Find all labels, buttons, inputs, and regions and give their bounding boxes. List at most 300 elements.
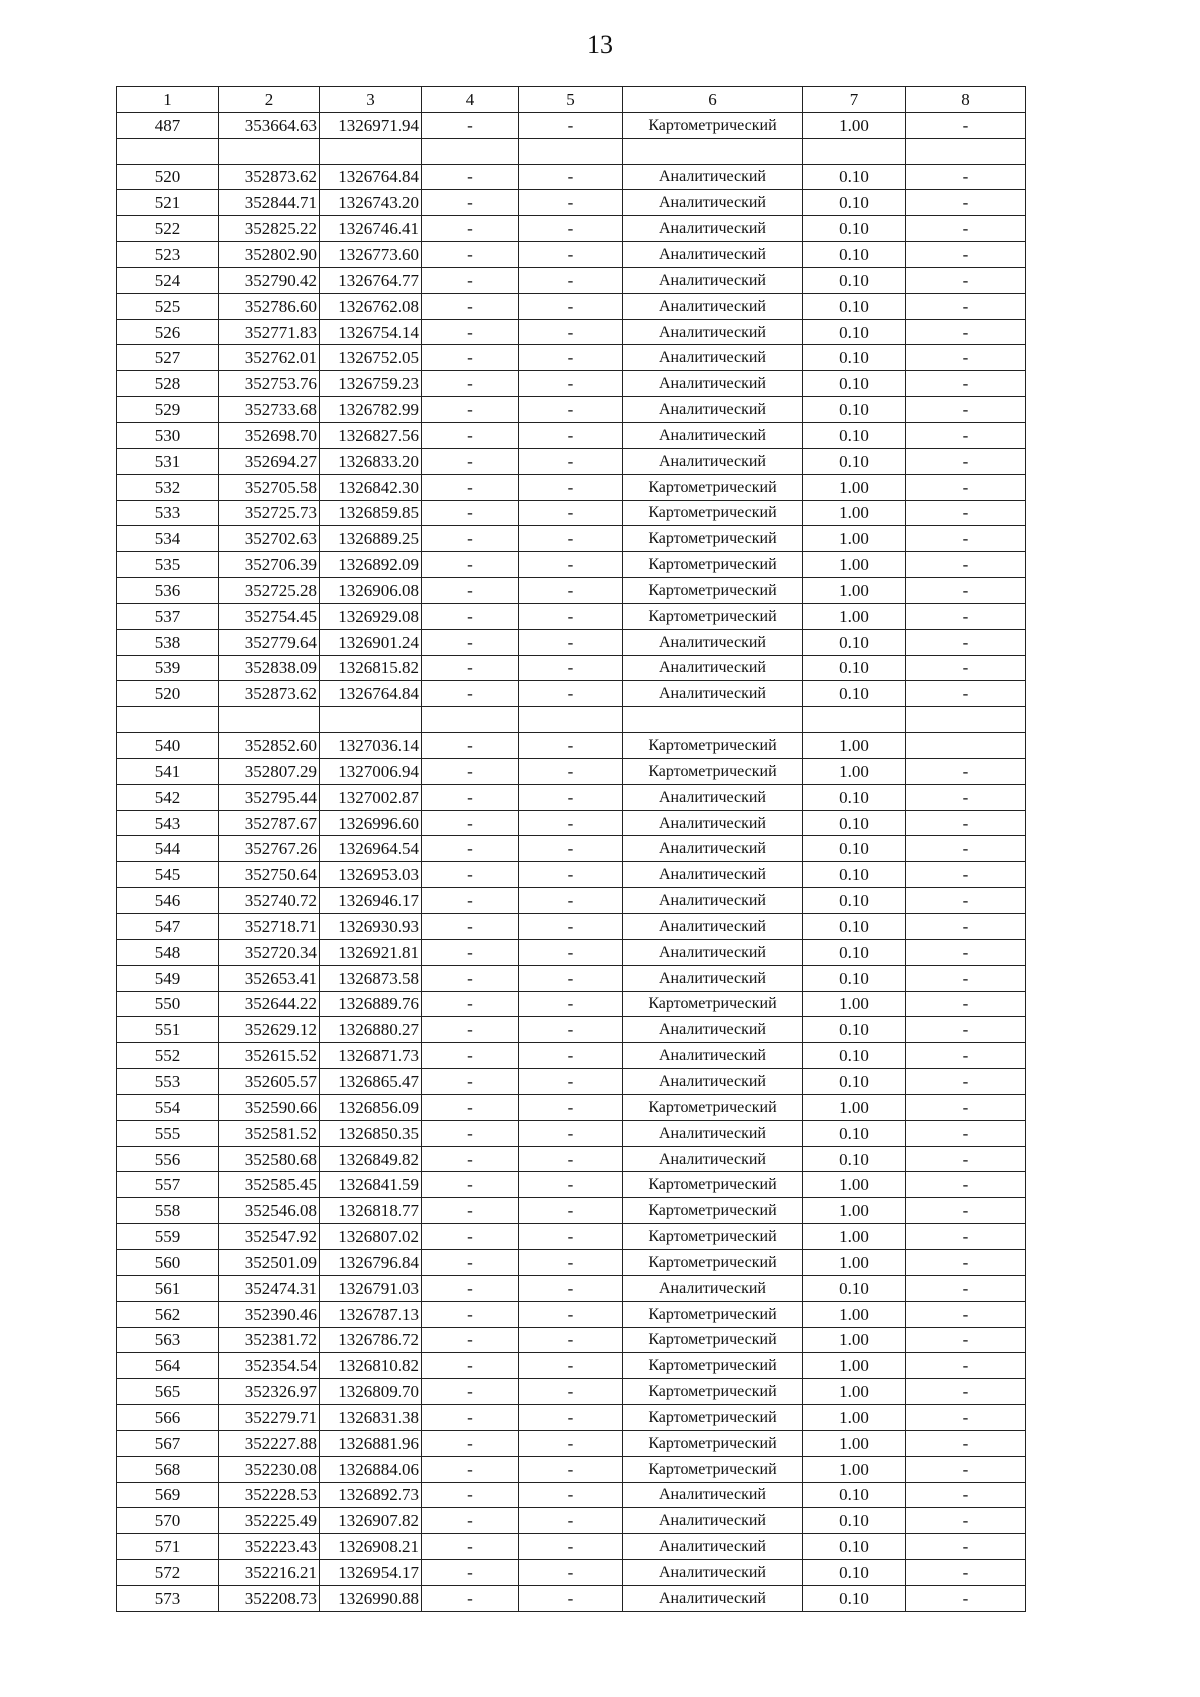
method-cell: Картометрический (623, 526, 803, 552)
table-row (117, 914, 1026, 940)
col4-cell: - (422, 1327, 519, 1353)
col5-cell: - (519, 1482, 623, 1508)
col5-cell: - (519, 1327, 623, 1353)
col8-cell: - (906, 1249, 1026, 1275)
method-cell: Аналитический (623, 267, 803, 293)
col4-cell: - (422, 914, 519, 940)
y-coordinate-cell: 1326773.60 (320, 242, 422, 268)
point-number-cell: 546 (117, 888, 219, 914)
col4-cell: - (422, 526, 519, 552)
col4-cell: - (422, 991, 519, 1017)
table-row (117, 1301, 1026, 1327)
col4-cell: - (422, 1017, 519, 1043)
point-number-cell: 562 (117, 1301, 219, 1327)
table-row (117, 1405, 1026, 1431)
col5-cell: - (519, 1275, 623, 1301)
col5-cell: - (519, 190, 623, 216)
table-row (117, 888, 1026, 914)
x-coordinate-cell: 352807.29 (219, 758, 320, 784)
accuracy-cell: 0.10 (803, 862, 906, 888)
column-header: 4 (422, 87, 519, 113)
method-cell: Картометрический (623, 991, 803, 1017)
col5-cell: - (519, 681, 623, 707)
col8-cell: - (906, 836, 1026, 862)
col8-cell: - (906, 474, 1026, 500)
accuracy-cell: 0.10 (803, 267, 906, 293)
table-row (117, 267, 1026, 293)
method-cell (623, 138, 803, 164)
method-cell: Аналитический (623, 1508, 803, 1534)
method-cell: Аналитический (623, 1146, 803, 1172)
point-number-cell (117, 138, 219, 164)
accuracy-cell: 1.00 (803, 1379, 906, 1405)
accuracy-cell: 1.00 (803, 552, 906, 578)
method-cell: Картометрический (623, 1405, 803, 1431)
y-coordinate-cell: 1326791.03 (320, 1275, 422, 1301)
x-coordinate-cell: 352740.72 (219, 888, 320, 914)
x-coordinate-cell: 352474.31 (219, 1275, 320, 1301)
x-coordinate-cell: 352771.83 (219, 319, 320, 345)
col5-cell: - (519, 1301, 623, 1327)
column-header: 6 (623, 87, 803, 113)
x-coordinate-cell: 352694.27 (219, 448, 320, 474)
col5-cell: - (519, 862, 623, 888)
y-coordinate-cell: 1326889.76 (320, 991, 422, 1017)
col8-cell: - (906, 1017, 1026, 1043)
accuracy-cell: 1.00 (803, 1094, 906, 1120)
x-coordinate-cell: 352725.73 (219, 500, 320, 526)
accuracy-cell: 0.10 (803, 345, 906, 371)
col5-cell: - (519, 1146, 623, 1172)
col8-cell: - (906, 1585, 1026, 1611)
x-coordinate-cell: 352279.71 (219, 1405, 320, 1431)
x-coordinate-cell: 352653.41 (219, 965, 320, 991)
col5-cell: - (519, 965, 623, 991)
point-number-cell: 552 (117, 1043, 219, 1069)
x-coordinate-cell: 352605.57 (219, 1069, 320, 1095)
accuracy-cell: 0.10 (803, 371, 906, 397)
y-coordinate-cell: 1327002.87 (320, 784, 422, 810)
method-cell: Аналитический (623, 448, 803, 474)
x-coordinate-cell: 352216.21 (219, 1560, 320, 1586)
col5-cell: - (519, 1405, 623, 1431)
col4-cell: - (422, 345, 519, 371)
col8-cell: - (906, 1043, 1026, 1069)
x-coordinate-cell: 352802.90 (219, 242, 320, 268)
method-cell: Аналитический (623, 190, 803, 216)
x-coordinate-cell: 352501.09 (219, 1249, 320, 1275)
point-number-cell: 524 (117, 267, 219, 293)
col5-cell: - (519, 1456, 623, 1482)
accuracy-cell: 0.10 (803, 914, 906, 940)
point-number-cell: 550 (117, 991, 219, 1017)
y-coordinate-cell: 1326901.24 (320, 629, 422, 655)
col4-cell: - (422, 888, 519, 914)
col8-cell: - (906, 1430, 1026, 1456)
x-coordinate-cell: 352754.45 (219, 603, 320, 629)
table-row (117, 836, 1026, 862)
accuracy-cell: 0.10 (803, 1585, 906, 1611)
table-row (117, 603, 1026, 629)
col4-cell: - (422, 681, 519, 707)
col8-cell (906, 733, 1026, 759)
accuracy-cell (803, 138, 906, 164)
method-cell: Картометрический (623, 1456, 803, 1482)
col8-cell: - (906, 1172, 1026, 1198)
y-coordinate-cell: 1326849.82 (320, 1146, 422, 1172)
y-coordinate-cell: 1327006.94 (320, 758, 422, 784)
table-row (117, 422, 1026, 448)
col5-cell: - (519, 939, 623, 965)
method-cell: Аналитический (623, 164, 803, 190)
y-coordinate-cell: 1326907.82 (320, 1508, 422, 1534)
y-coordinate-cell: 1326841.59 (320, 1172, 422, 1198)
point-number-cell: 525 (117, 293, 219, 319)
table-row (117, 1198, 1026, 1224)
method-cell: Картометрический (623, 112, 803, 138)
col8-cell: - (906, 1327, 1026, 1353)
x-coordinate-cell: 352547.92 (219, 1224, 320, 1250)
y-coordinate-cell: 1326743.20 (320, 190, 422, 216)
col5-cell: - (519, 1353, 623, 1379)
col4-cell: - (422, 1043, 519, 1069)
y-coordinate-cell: 1326884.06 (320, 1456, 422, 1482)
table-row (117, 965, 1026, 991)
table-row (117, 526, 1026, 552)
col5-cell: - (519, 1069, 623, 1095)
col5-cell: - (519, 758, 623, 784)
x-coordinate-cell: 352787.67 (219, 810, 320, 836)
y-coordinate-cell: 1326892.09 (320, 552, 422, 578)
x-coordinate-cell: 353664.63 (219, 112, 320, 138)
col8-cell: - (906, 1120, 1026, 1146)
x-coordinate-cell: 352873.62 (219, 681, 320, 707)
col8-cell: - (906, 500, 1026, 526)
col4-cell: - (422, 1508, 519, 1534)
col8-cell: - (906, 1379, 1026, 1405)
method-cell: Аналитический (623, 888, 803, 914)
x-coordinate-cell: 352779.64 (219, 629, 320, 655)
method-cell: Картометрический (623, 1353, 803, 1379)
col4-cell: - (422, 733, 519, 759)
col5-cell: - (519, 474, 623, 500)
table-row (117, 1585, 1026, 1611)
accuracy-cell: 0.10 (803, 448, 906, 474)
col4-cell: - (422, 603, 519, 629)
table-row (117, 1353, 1026, 1379)
table-row (117, 1534, 1026, 1560)
y-coordinate-cell: 1326764.84 (320, 681, 422, 707)
method-cell: Картометрический (623, 474, 803, 500)
accuracy-cell: 0.10 (803, 1560, 906, 1586)
y-coordinate-cell (320, 138, 422, 164)
point-number-cell: 571 (117, 1534, 219, 1560)
table-row (117, 578, 1026, 604)
table-row (117, 939, 1026, 965)
point-number-cell: 572 (117, 1560, 219, 1586)
col4-cell (422, 707, 519, 733)
accuracy-cell (803, 707, 906, 733)
table-row (117, 319, 1026, 345)
table-row (117, 991, 1026, 1017)
point-number-cell: 561 (117, 1275, 219, 1301)
y-coordinate-cell: 1326831.38 (320, 1405, 422, 1431)
col4-cell: - (422, 1456, 519, 1482)
y-coordinate-cell: 1326818.77 (320, 1198, 422, 1224)
y-coordinate-cell: 1326754.14 (320, 319, 422, 345)
x-coordinate-cell: 352381.72 (219, 1327, 320, 1353)
y-coordinate-cell: 1326930.93 (320, 914, 422, 940)
method-cell: Аналитический (623, 655, 803, 681)
col8-cell (906, 707, 1026, 733)
accuracy-cell: 1.00 (803, 1249, 906, 1275)
col5-cell: - (519, 629, 623, 655)
x-coordinate-cell: 352838.09 (219, 655, 320, 681)
table-row (117, 397, 1026, 423)
header-row (117, 87, 1026, 113)
point-number-cell: 530 (117, 422, 219, 448)
point-number-cell: 523 (117, 242, 219, 268)
col5-cell: - (519, 1534, 623, 1560)
table-row (117, 810, 1026, 836)
col4-cell: - (422, 397, 519, 423)
y-coordinate-cell: 1326953.03 (320, 862, 422, 888)
x-coordinate-cell: 352581.52 (219, 1120, 320, 1146)
method-cell: Картометрический (623, 1224, 803, 1250)
method-cell: Аналитический (623, 293, 803, 319)
col5-cell: - (519, 1508, 623, 1534)
x-coordinate-cell: 352762.01 (219, 345, 320, 371)
col4-cell: - (422, 1069, 519, 1095)
x-coordinate-cell: 352227.88 (219, 1430, 320, 1456)
table-row (117, 1043, 1026, 1069)
table-row (117, 1327, 1026, 1353)
point-number-cell: 522 (117, 216, 219, 242)
col4-cell: - (422, 1172, 519, 1198)
col8-cell: - (906, 810, 1026, 836)
method-cell: Картометрический (623, 1379, 803, 1405)
col5-cell: - (519, 216, 623, 242)
col4-cell: - (422, 578, 519, 604)
accuracy-cell: 1.00 (803, 1456, 906, 1482)
table-row (117, 474, 1026, 500)
col8-cell: - (906, 1301, 1026, 1327)
point-number-cell: 563 (117, 1327, 219, 1353)
y-coordinate-cell: 1326889.25 (320, 526, 422, 552)
table-row (117, 1017, 1026, 1043)
col5-cell: - (519, 319, 623, 345)
method-cell: Картометрический (623, 552, 803, 578)
accuracy-cell: 0.10 (803, 836, 906, 862)
table-row (117, 1249, 1026, 1275)
accuracy-cell: 1.00 (803, 500, 906, 526)
x-coordinate-cell: 352718.71 (219, 914, 320, 940)
col4-cell: - (422, 1585, 519, 1611)
method-cell: Аналитический (623, 629, 803, 655)
method-cell: Картометрический (623, 1198, 803, 1224)
y-coordinate-cell: 1326881.96 (320, 1430, 422, 1456)
col8-cell: - (906, 784, 1026, 810)
accuracy-cell: 1.00 (803, 758, 906, 784)
x-coordinate-cell: 352720.34 (219, 939, 320, 965)
col4-cell: - (422, 758, 519, 784)
x-coordinate-cell: 352795.44 (219, 784, 320, 810)
point-number-cell: 544 (117, 836, 219, 862)
point-number-cell: 573 (117, 1585, 219, 1611)
column-header: 3 (320, 87, 422, 113)
table-row (117, 1379, 1026, 1405)
x-coordinate-cell: 352844.71 (219, 190, 320, 216)
col4-cell: - (422, 267, 519, 293)
col8-cell: - (906, 1405, 1026, 1431)
column-header: 2 (219, 87, 320, 113)
col5-cell: - (519, 552, 623, 578)
table-row (117, 1508, 1026, 1534)
table-row (117, 1146, 1026, 1172)
col5-cell: - (519, 1043, 623, 1069)
table-row (117, 629, 1026, 655)
col4-cell: - (422, 164, 519, 190)
y-coordinate-cell: 1326906.08 (320, 578, 422, 604)
y-coordinate-cell: 1326929.08 (320, 603, 422, 629)
col8-cell: - (906, 991, 1026, 1017)
col4-cell: - (422, 1198, 519, 1224)
method-cell: Аналитический (623, 965, 803, 991)
accuracy-cell: 0.10 (803, 1017, 906, 1043)
x-coordinate-cell: 352767.26 (219, 836, 320, 862)
point-number-cell: 487 (117, 112, 219, 138)
y-coordinate-cell: 1326871.73 (320, 1043, 422, 1069)
col5-cell: - (519, 1172, 623, 1198)
accuracy-cell: 0.10 (803, 190, 906, 216)
col4-cell: - (422, 1560, 519, 1586)
col5-cell: - (519, 526, 623, 552)
method-cell: Аналитический (623, 1534, 803, 1560)
y-coordinate-cell: 1326908.21 (320, 1534, 422, 1560)
accuracy-cell: 0.10 (803, 397, 906, 423)
table-row (117, 862, 1026, 888)
blank-row (117, 707, 1026, 733)
col8-cell: - (906, 371, 1026, 397)
col8-cell: - (906, 319, 1026, 345)
y-coordinate-cell: 1326782.99 (320, 397, 422, 423)
accuracy-cell: 0.10 (803, 1043, 906, 1069)
table-row (117, 242, 1026, 268)
y-coordinate-cell: 1326865.47 (320, 1069, 422, 1095)
method-cell: Картометрический (623, 578, 803, 604)
accuracy-cell: 0.10 (803, 1069, 906, 1095)
col8-cell: - (906, 1198, 1026, 1224)
col8-cell: - (906, 1508, 1026, 1534)
point-number-cell: 537 (117, 603, 219, 629)
col4-cell: - (422, 1353, 519, 1379)
x-coordinate-cell: 352585.45 (219, 1172, 320, 1198)
col5-cell: - (519, 733, 623, 759)
col4-cell: - (422, 190, 519, 216)
x-coordinate-cell: 352326.97 (219, 1379, 320, 1405)
x-coordinate-cell: 352590.66 (219, 1094, 320, 1120)
table-row (117, 371, 1026, 397)
x-coordinate-cell: 352228.53 (219, 1482, 320, 1508)
col4-cell: - (422, 1094, 519, 1120)
col4-cell: - (422, 1301, 519, 1327)
point-number-cell: 534 (117, 526, 219, 552)
point-number-cell: 554 (117, 1094, 219, 1120)
y-coordinate-cell: 1326850.35 (320, 1120, 422, 1146)
table-row (117, 112, 1026, 138)
col5-cell: - (519, 1430, 623, 1456)
y-coordinate-cell: 1326752.05 (320, 345, 422, 371)
x-coordinate-cell: 352615.52 (219, 1043, 320, 1069)
x-coordinate-cell: 352753.76 (219, 371, 320, 397)
x-coordinate-cell: 352230.08 (219, 1456, 320, 1482)
col8-cell: - (906, 1069, 1026, 1095)
col8-cell: - (906, 939, 1026, 965)
method-cell: Аналитический (623, 1482, 803, 1508)
x-coordinate-cell: 352702.63 (219, 526, 320, 552)
table-row (117, 164, 1026, 190)
col4-cell: - (422, 1146, 519, 1172)
accuracy-cell: 0.10 (803, 1275, 906, 1301)
col8-cell: - (906, 1146, 1026, 1172)
col8-cell: - (906, 1482, 1026, 1508)
col4-cell: - (422, 448, 519, 474)
y-coordinate-cell: 1326859.85 (320, 500, 422, 526)
accuracy-cell: 0.10 (803, 242, 906, 268)
y-coordinate-cell: 1326810.82 (320, 1353, 422, 1379)
table-row (117, 1172, 1026, 1198)
method-cell: Аналитический (623, 422, 803, 448)
col5-cell: - (519, 836, 623, 862)
col4-cell: - (422, 500, 519, 526)
col5-cell: - (519, 1224, 623, 1250)
y-coordinate-cell: 1326892.73 (320, 1482, 422, 1508)
x-coordinate-cell: 352852.60 (219, 733, 320, 759)
point-number-cell: 543 (117, 810, 219, 836)
point-number-cell: 540 (117, 733, 219, 759)
accuracy-cell: 1.00 (803, 1301, 906, 1327)
col4-cell: - (422, 242, 519, 268)
accuracy-cell: 0.10 (803, 1508, 906, 1534)
col5-cell: - (519, 345, 623, 371)
col8-cell: - (906, 112, 1026, 138)
column-header: 7 (803, 87, 906, 113)
col8-cell: - (906, 862, 1026, 888)
col4-cell: - (422, 293, 519, 319)
accuracy-cell: 0.10 (803, 293, 906, 319)
method-cell: Картометрический (623, 1249, 803, 1275)
col8-cell: - (906, 1353, 1026, 1379)
table-row (117, 190, 1026, 216)
accuracy-cell: 0.10 (803, 1482, 906, 1508)
y-coordinate-cell: 1326809.70 (320, 1379, 422, 1405)
col5-cell: - (519, 1120, 623, 1146)
col8-cell: - (906, 1456, 1026, 1482)
col8-cell: - (906, 1094, 1026, 1120)
table-row (117, 293, 1026, 319)
col4-cell: - (422, 965, 519, 991)
col5-cell (519, 707, 623, 733)
point-number-cell: 545 (117, 862, 219, 888)
method-cell: Аналитический (623, 681, 803, 707)
x-coordinate-cell: 352825.22 (219, 216, 320, 242)
col4-cell (422, 138, 519, 164)
y-coordinate-cell: 1326764.84 (320, 164, 422, 190)
col5-cell: - (519, 810, 623, 836)
accuracy-cell: 1.00 (803, 112, 906, 138)
col5-cell: - (519, 112, 623, 138)
x-coordinate-cell: 352725.28 (219, 578, 320, 604)
